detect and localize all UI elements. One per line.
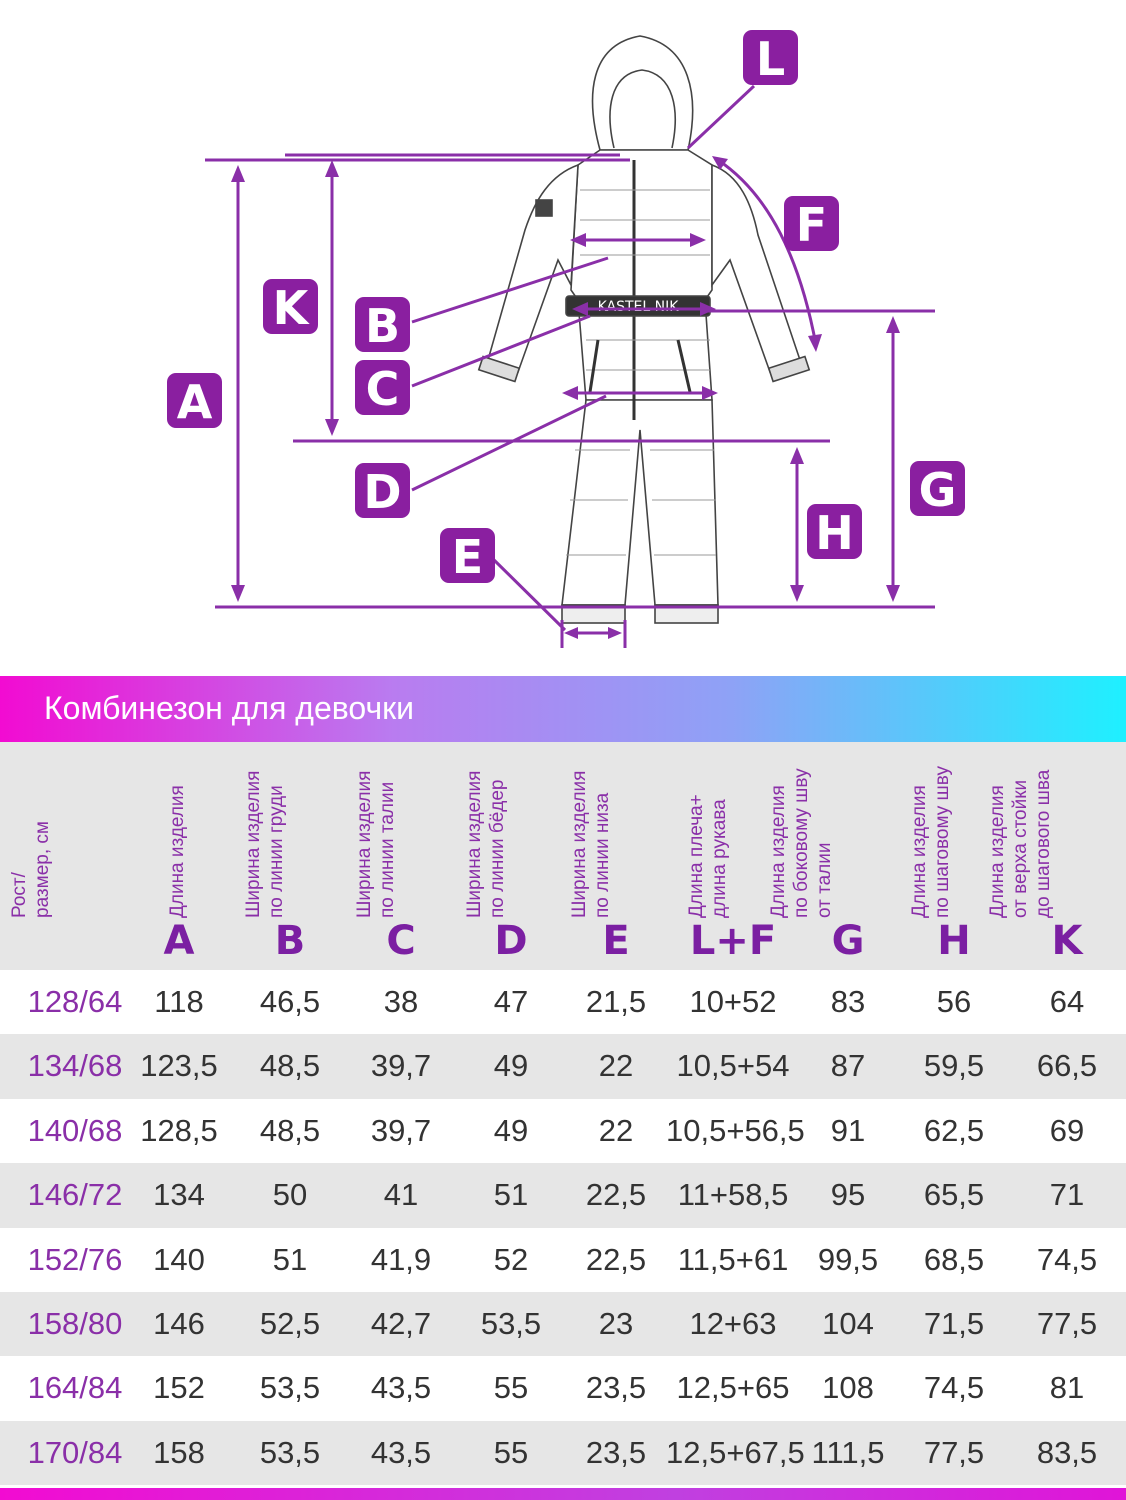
svg-text:H: H: [815, 506, 854, 560]
cell-size: 170/84: [27, 1434, 123, 1470]
cell-g: 108: [822, 1370, 874, 1406]
cell-b: 53,5: [259, 1370, 321, 1406]
bottom-accent-bar: [0, 1488, 1126, 1500]
header-letter: C: [386, 918, 416, 964]
cell-d: 47: [493, 984, 529, 1019]
cell-e: 22,5: [585, 1241, 647, 1277]
size-table: [0, 742, 1126, 1485]
svg-text:L: L: [755, 32, 786, 86]
cell-d: 55: [493, 1370, 529, 1406]
cell-d: 51: [493, 1177, 529, 1213]
header-g: [768, 742, 896, 970]
cell-g: 87: [830, 1048, 866, 1084]
cell-g: 95: [830, 1177, 866, 1213]
cell-k: 69: [1049, 1112, 1085, 1148]
header-label: Ширина изделия по линии груди: [243, 770, 287, 918]
cell-k: 83,5: [1036, 1434, 1098, 1470]
cell-a: 146: [153, 1305, 205, 1341]
header-letter: L+F: [689, 918, 777, 964]
header-k: [987, 742, 1122, 970]
cell-c: 41,9: [370, 1241, 432, 1277]
header-label: Длина плеча+ длина рукава: [686, 794, 730, 918]
cell-d: 53,5: [480, 1305, 542, 1341]
header-letter: G: [831, 918, 865, 964]
header-letter: K: [1051, 918, 1083, 964]
header-label: Ширина изделия по линии талии: [354, 770, 398, 918]
cell-h: 59,5: [923, 1048, 985, 1084]
cell-a: 123,5: [140, 1048, 218, 1084]
cell-h: 56: [936, 984, 972, 1019]
cell-lf: 11+58,5: [677, 1177, 789, 1213]
cell-h: 62,5: [923, 1112, 985, 1148]
cell-b: 52,5: [259, 1305, 321, 1341]
header-label: Рост/ размер, см: [9, 821, 53, 918]
cell-e: 23,5: [585, 1434, 647, 1470]
cell-lf: 10,5+56,5: [666, 1112, 805, 1148]
header-label: Длина изделия: [167, 785, 188, 918]
table-header: [0, 742, 1126, 970]
svg-text:A: A: [176, 375, 213, 429]
header-label: Длина изделия по шаговому шву: [909, 766, 953, 918]
cell-c: 43,5: [370, 1434, 432, 1470]
cell-e: 23,5: [585, 1370, 647, 1406]
cell-d: 55: [493, 1434, 529, 1470]
page-title: Комбинезон для девочки: [44, 690, 415, 726]
cell-b: 48,5: [259, 1048, 321, 1084]
header-letter: A: [163, 918, 195, 964]
belt-text: KASTEL NIK: [597, 299, 679, 315]
cell-h: 71,5: [923, 1305, 985, 1341]
cell-e: 22,5: [585, 1177, 647, 1213]
cell-a: 128,5: [140, 1112, 218, 1148]
cell-b: 48,5: [259, 1112, 321, 1148]
svg-text:E: E: [451, 530, 484, 584]
cell-a: 158: [153, 1434, 205, 1470]
header-label: Длина изделия по боковому шву от талии: [768, 768, 835, 918]
cell-g: 111,5: [811, 1434, 885, 1470]
table-row: [0, 1034, 1126, 1098]
table-row: [0, 1163, 1126, 1227]
cell-c: 43,5: [370, 1370, 432, 1406]
cell-lf: 12+63: [689, 1305, 777, 1341]
cell-lf: 11,5+61: [677, 1241, 789, 1277]
header-letter: E: [602, 918, 630, 964]
table-row: [0, 1228, 1126, 1292]
cell-a: 118: [154, 984, 204, 1019]
cell-size: 158/80: [27, 1305, 123, 1341]
svg-text:B: B: [364, 299, 401, 353]
cell-e: 23: [598, 1305, 634, 1341]
cell-h: 68,5: [923, 1241, 985, 1277]
table-row: [0, 1421, 1126, 1485]
cell-size: 164/84: [27, 1370, 123, 1406]
cell-h: 77,5: [923, 1434, 985, 1470]
badge-b: [355, 297, 410, 353]
cell-d: 49: [493, 1048, 529, 1084]
cell-g: 91: [830, 1112, 866, 1148]
header-d: [456, 742, 566, 970]
header-letter: H: [937, 918, 971, 964]
cell-g: 83: [830, 984, 866, 1019]
badge-e: [440, 528, 495, 584]
cell-size: 140/68: [27, 1112, 123, 1148]
cell-lf: 12,5+67,5: [666, 1434, 805, 1470]
header-label: Ширина изделия по линии бёдер: [464, 770, 508, 918]
cell-e: 22: [598, 1048, 634, 1084]
badge-d: [355, 463, 410, 519]
table-row: [0, 1292, 1126, 1356]
cell-g: 99,5: [817, 1241, 879, 1277]
header-c: [346, 742, 456, 970]
badge-c: [355, 360, 410, 416]
cell-e: 22: [598, 1112, 634, 1148]
cell-k: 74,5: [1036, 1241, 1098, 1277]
table-row: [0, 1099, 1126, 1163]
cell-b: 46,5: [259, 984, 321, 1019]
cell-lf: 10,5+54: [676, 1048, 790, 1084]
cell-h: 74,5: [923, 1370, 985, 1406]
header-label: Длина изделия от верха стойки до шагового шва: [987, 769, 1054, 918]
cell-h: 65,5: [923, 1177, 985, 1213]
header-a: [124, 742, 234, 970]
cell-lf: 10+52: [689, 984, 777, 1019]
cell-k: 66,5: [1036, 1048, 1098, 1084]
header-e: [566, 742, 666, 970]
badge-k: [263, 279, 318, 335]
cell-e: 21,5: [585, 984, 647, 1019]
badge-a: [167, 373, 222, 429]
cell-k: 64: [1049, 984, 1085, 1019]
cell-b: 50: [272, 1177, 308, 1213]
svg-text:C: C: [365, 362, 400, 416]
cell-k: 71: [1049, 1177, 1085, 1213]
svg-text:F: F: [795, 198, 828, 252]
svg-text:G: G: [918, 463, 957, 517]
badge-g: [910, 461, 965, 517]
table-row: [0, 1356, 1126, 1420]
cell-size: 152/76: [27, 1241, 123, 1277]
cell-d: 49: [493, 1112, 529, 1148]
cell-size: 134/68: [27, 1048, 123, 1084]
cell-a: 140: [153, 1241, 205, 1277]
cell-lf: 12,5+65: [676, 1370, 790, 1406]
cell-a: 134: [153, 1177, 205, 1213]
cell-d: 52: [493, 1241, 529, 1277]
jumpsuit-illustration: [479, 36, 809, 623]
cell-c: 38: [383, 984, 419, 1019]
header-size: [0, 742, 124, 970]
header-b: [234, 742, 346, 970]
header-label: Ширина изделия по линии низа: [569, 770, 613, 918]
cell-size: 146/72: [27, 1177, 123, 1213]
header-letter: D: [494, 918, 528, 964]
cell-size: 128/64: [27, 984, 123, 1019]
cell-b: 53,5: [259, 1434, 321, 1470]
cell-c: 42,7: [370, 1305, 432, 1341]
badge-l: [743, 30, 798, 86]
table-row: [0, 970, 1126, 1034]
cell-k: 77,5: [1036, 1305, 1098, 1341]
cell-b: 51: [272, 1241, 308, 1277]
svg-text:D: D: [363, 465, 402, 519]
cell-k: 81: [1049, 1370, 1085, 1406]
cell-c: 41: [383, 1177, 419, 1213]
cell-c: 39,7: [370, 1048, 432, 1084]
badge-h: [807, 504, 862, 560]
cell-a: 152: [153, 1370, 205, 1406]
header-letter: B: [274, 918, 306, 964]
svg-text:K: K: [272, 281, 309, 335]
cell-c: 39,7: [370, 1112, 432, 1148]
measurement-diagram: [0, 0, 1126, 670]
badge-f: [784, 196, 839, 252]
cell-g: 104: [822, 1305, 874, 1341]
